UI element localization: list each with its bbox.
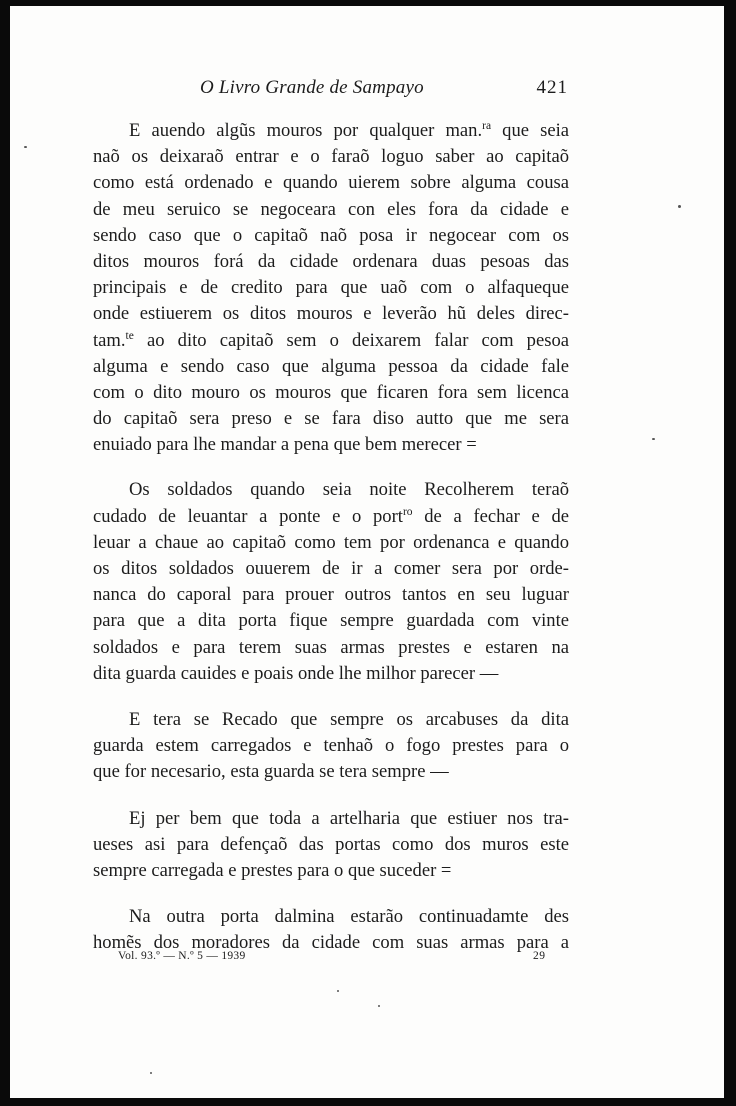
text-line: os ditos soldados ouuerem de ir a comer sera por orde- — [93, 558, 569, 579]
text-line: Na outra porta dalmina estarão continuadamte des — [129, 906, 569, 928]
text-line: ueses asi para defençaõ das portas como dos muros este — [93, 833, 569, 855]
text-line: dita guarda cauides e poais onde lhe milhor parecer — — [93, 662, 499, 684]
body-text — [93, 118, 569, 956]
paragraph-3 — [93, 707, 569, 786]
superscript: ro — [402, 505, 413, 518]
text-line: ditos mouros forá da cidade ordenara duas pesoas das — [93, 250, 569, 272]
text-line: principais e de credito para que uaõ com o alfaqueque — [93, 277, 569, 299]
paragraph-2 — [93, 477, 569, 687]
superscript: te — [125, 329, 134, 342]
scan-speck — [652, 438, 655, 440]
text-line: alguma e sendo caso que alguma pessoa da cidade fale — [93, 355, 569, 377]
text-line: E tera se Recado que sempre os arcabuses da dita — [129, 708, 569, 730]
scan-speck — [678, 205, 681, 208]
text-line: tam.$^{te}$ ao dito capitaõ sem o deixarem falar com pesoa — [93, 329, 569, 351]
text-line: para que a dita porta fique sempre guardada com vinte — [93, 610, 569, 632]
scan-speck — [150, 1072, 152, 1074]
text-line: cudado de leuantar a ponte e o port$^{ro}$ de a fechar e de — [93, 505, 569, 527]
text-line: sendo caso que o capitaõ naõ posa ir negocear com os — [93, 224, 569, 246]
text-line: guarda estem carregados e tenhaõ o fogo prestes para o — [93, 735, 569, 757]
scan-speck — [24, 146, 27, 148]
text-line: leuar a chaue ao capitaõ como tem por ordenanca e quando — [93, 531, 569, 553]
text-line: nanca do caporal para prouer outros tantos en seu luguar — [93, 584, 569, 606]
footer-signature-mark: 29 — [533, 950, 546, 962]
text-line: Os soldados quando seia noite Recolherem teraõ — [129, 479, 569, 501]
text-line: homẽs dos moradores da cidade com suas armas para a — [93, 932, 569, 954]
paragraph-1 — [93, 118, 569, 458]
text-line: Ej per bem que toda a artelharia que estiuer nos tra- — [129, 807, 569, 829]
running-head — [200, 76, 568, 100]
text-line: soldados e para terem suas armas prestes e estaren na — [93, 636, 569, 658]
text-line: sempre carregada e prestes para o que suceder = — [93, 859, 452, 881]
superscript: ra — [482, 120, 492, 132]
paragraph-5 — [93, 904, 569, 956]
text-line: de meu seruico se negoceara con eles fora da cidade e — [93, 198, 569, 220]
text-line: que for necesario, esta guarda se tera sempre — — [93, 761, 449, 783]
text-line: onde estiuerem os ditos mouros e leverão hũ deles direc- — [93, 303, 569, 325]
text-line: enuiado para lhe mandar a pena que bem merecer = — [93, 434, 477, 456]
paragraph-4 — [93, 806, 569, 885]
text-line: com o dito mouro os mouros que ficaren fora sem licenca — [93, 381, 569, 403]
page-number: 421 — [536, 77, 568, 98]
text-line: naõ os deixaraõ entrar e o faraõ loguo saber ao capitaõ — [93, 146, 569, 168]
footer-volume-line: Vol. 93.º — N.º 5 — 1939 — [118, 950, 246, 962]
running-title: O Livro Grande de Sampayo — [200, 77, 424, 98]
scan-speck — [378, 1005, 380, 1007]
scan-speck — [337, 990, 339, 992]
text-line: E auendo algũs mouros por qualquer man.$^{ra}$ que seia — [129, 120, 569, 141]
text-line: como está ordenado e quando uierem sobre alguma cousa — [93, 172, 569, 194]
text-line: do capitaõ sera preso e se fara diso autto que me sera — [93, 408, 569, 430]
